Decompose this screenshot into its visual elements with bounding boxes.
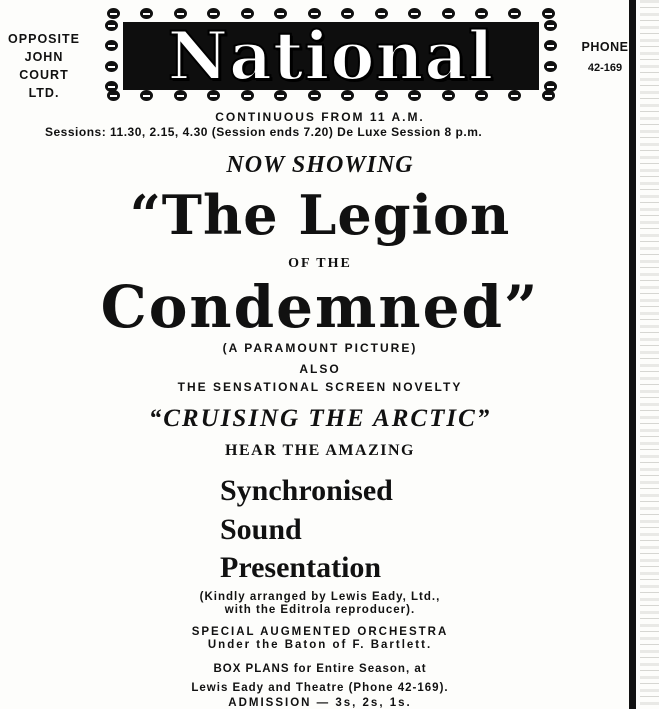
phone-label: PHONE (581, 40, 629, 54)
sessions-text: Sessions: 11.30, 2.15, 4.30 (Session ends 7.20) De Luxe Session 8 p.m. (45, 125, 483, 139)
feature-title-line1: “The Legion (129, 183, 511, 247)
booking-line: BOX PLANS for Entire Season, at (213, 663, 427, 675)
sound-line-2: Sound (220, 513, 302, 546)
address-line: OPPOSITE (8, 32, 80, 46)
logo-wordmark: National (167, 17, 495, 95)
admission-text: ADMISSION — 3s, 2s, 1s. (228, 697, 412, 709)
sound-note (0, 591, 640, 617)
orchestra-line: SPECIAL AUGMENTED ORCHESTRA (191, 626, 449, 638)
logo-dot-border-right (544, 20, 557, 92)
novelty-text: THE SENSATIONAL SCREEN NOVELTY (177, 380, 463, 394)
orchestra-text (0, 626, 640, 652)
sound-note-line: with the Editrola reproducer). (224, 604, 416, 616)
studio-credit: (A PARAMOUNT PICTURE) (222, 341, 418, 355)
booking-text (0, 660, 640, 698)
address-line: LTD. (28, 86, 60, 100)
feature-title-line2: Condemned” (100, 273, 540, 341)
sound-line-1: Synchronised (220, 474, 393, 507)
phone-block (575, 40, 635, 74)
orchestra-line: Under the Baton of F. Bartlett. (207, 639, 433, 651)
address-line: COURT (19, 68, 69, 82)
feature-title-of-the: OF THE (288, 256, 352, 271)
sound-line-3: Presentation (220, 551, 382, 584)
also-text: ALSO (299, 362, 341, 376)
address-block (0, 30, 88, 102)
continuous-text: CONTINUOUS FROM 11 A.M. (215, 110, 425, 124)
hear-heading: HEAR THE AMAZING (225, 442, 415, 459)
sound-note-line: (Kindly arranged by Lewis Eady, Ltd., (199, 591, 441, 603)
booking-line: Lewis Eady and Theatre (Phone 42-169). (191, 682, 449, 694)
logo-dot-border-left (105, 20, 118, 92)
column-rule (629, 0, 636, 709)
phone-number: 42-169 (587, 62, 623, 74)
address-line: JOHN (24, 50, 64, 64)
support-title: “CRUISING THE ARCTIC” (148, 405, 492, 432)
now-showing-heading: NOW SHOWING (226, 152, 414, 178)
page-edge (640, 0, 659, 709)
national-logo (103, 6, 559, 102)
